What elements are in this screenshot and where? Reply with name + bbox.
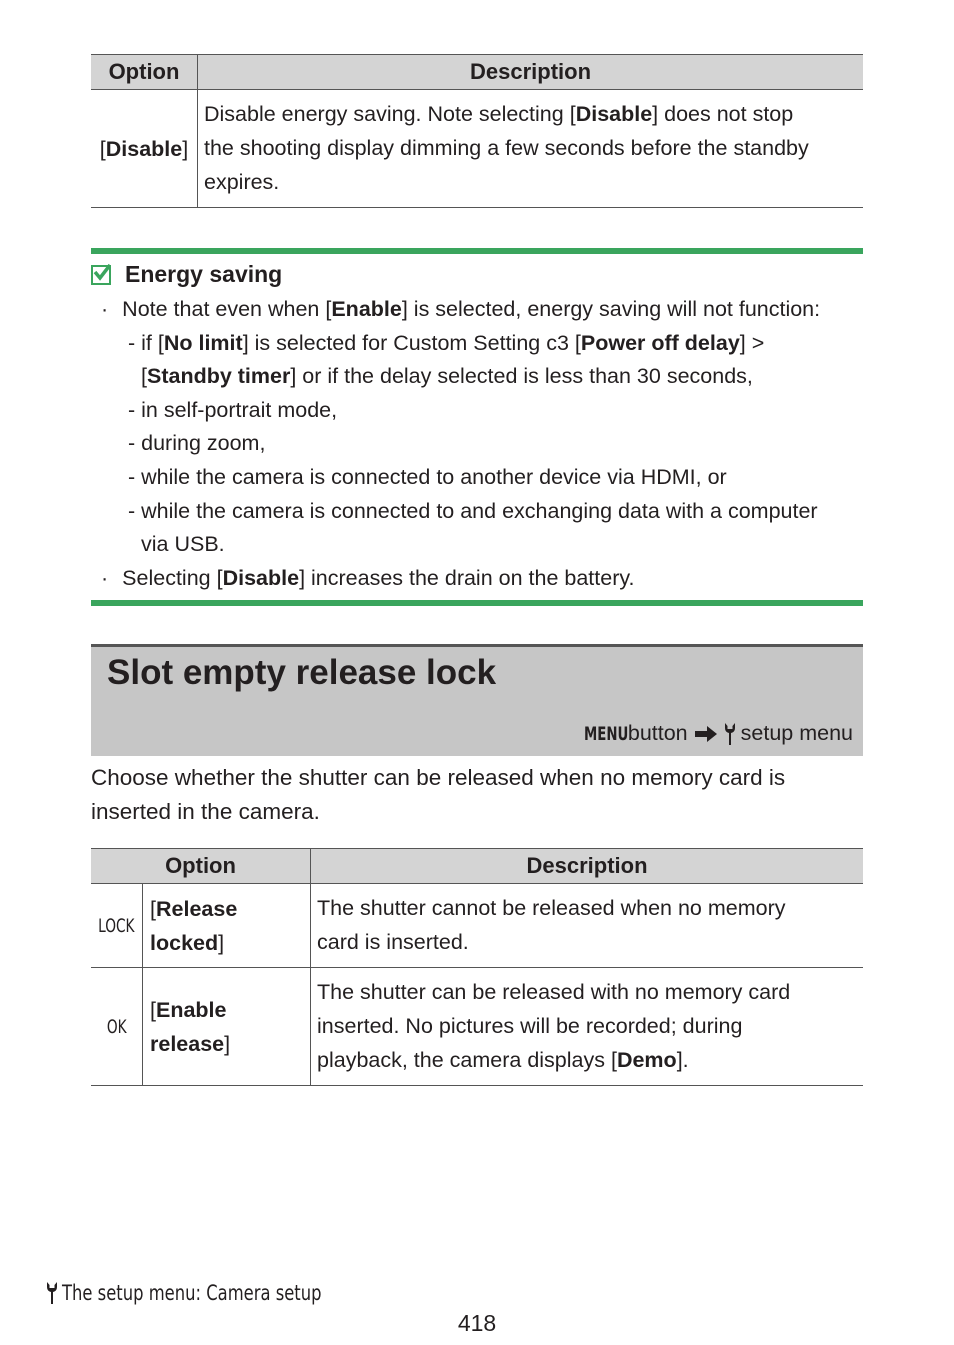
check-icon: [91, 265, 111, 285]
wrench-icon: [724, 722, 736, 746]
column-header-description: Description: [198, 55, 864, 90]
table-row: [91, 968, 863, 1086]
description-cell: The shutter can be released with no memory card inserted. No pictures will be recorded; during playback, the camera displays [Demo].: [311, 968, 864, 1086]
list-item: - in self-portrait mode,: [128, 398, 338, 422]
table-row: [91, 884, 863, 968]
column-header-option: Option: [91, 849, 311, 884]
option-table-top: [91, 54, 863, 208]
page-number: 418: [457, 1310, 497, 1336]
column-header-description: Description: [311, 849, 864, 884]
list-item: - while the camera is connected to another device via HDMI, or: [128, 465, 727, 489]
arrow-right-icon: [694, 725, 718, 743]
section-intro: Choose whether the shutter can be released when no memory card is inserted in the camera.: [91, 765, 786, 824]
setup-menu-text: setup menu: [740, 721, 853, 745]
list-item: · Selecting [Disable] increases the drain on the battery.: [101, 566, 635, 590]
description-cell: Disable energy saving. Note selecting [Disable] does not stop the shooting display dimming a few seconds before the standby expires.: [198, 90, 864, 208]
footer-breadcrumb: [46, 1280, 395, 1306]
option-cell: [Disable]: [91, 90, 198, 208]
menu-path: [584, 721, 853, 746]
description-cell: The shutter cannot be released when no memory card is inserted.: [311, 884, 864, 968]
list-item: - if [No limit] is selected for Custom Setting c3 [Power off delay] >: [128, 331, 765, 355]
list-item-continuation: via USB.: [141, 532, 225, 556]
option-cell: [Release locked]: [143, 884, 311, 968]
list-item: · Note that even when [Enable] is selected, energy saving will not function:: [101, 297, 821, 321]
table-row: [91, 90, 863, 208]
section-title: Slot empty release lock: [107, 653, 497, 692]
section-header: [91, 644, 863, 756]
menu-button-label: MENU: [583, 722, 629, 745]
note-heading: [91, 261, 282, 288]
breadcrumb-text: The setup menu: Camera setup: [62, 1281, 322, 1305]
option-cell: [Enable release]: [143, 968, 311, 1086]
button-text: button: [627, 721, 688, 745]
note-title: Energy saving: [125, 261, 283, 287]
list-item-continuation: [Standby timer] or if the delay selected is less than 30 seconds,: [141, 364, 753, 388]
note-top-rule: [91, 248, 863, 254]
list-item: - while the camera is connected to and exchanging data with a computer: [128, 499, 818, 523]
option-table-bottom: [91, 848, 863, 1086]
display-indicator: LOCK: [91, 884, 143, 968]
wrench-icon: [46, 1280, 58, 1306]
column-header-option: Option: [91, 55, 198, 90]
display-indicator: OK: [91, 968, 143, 1086]
list-item: - during zoom,: [128, 431, 266, 455]
note-bottom-rule: [91, 600, 863, 606]
